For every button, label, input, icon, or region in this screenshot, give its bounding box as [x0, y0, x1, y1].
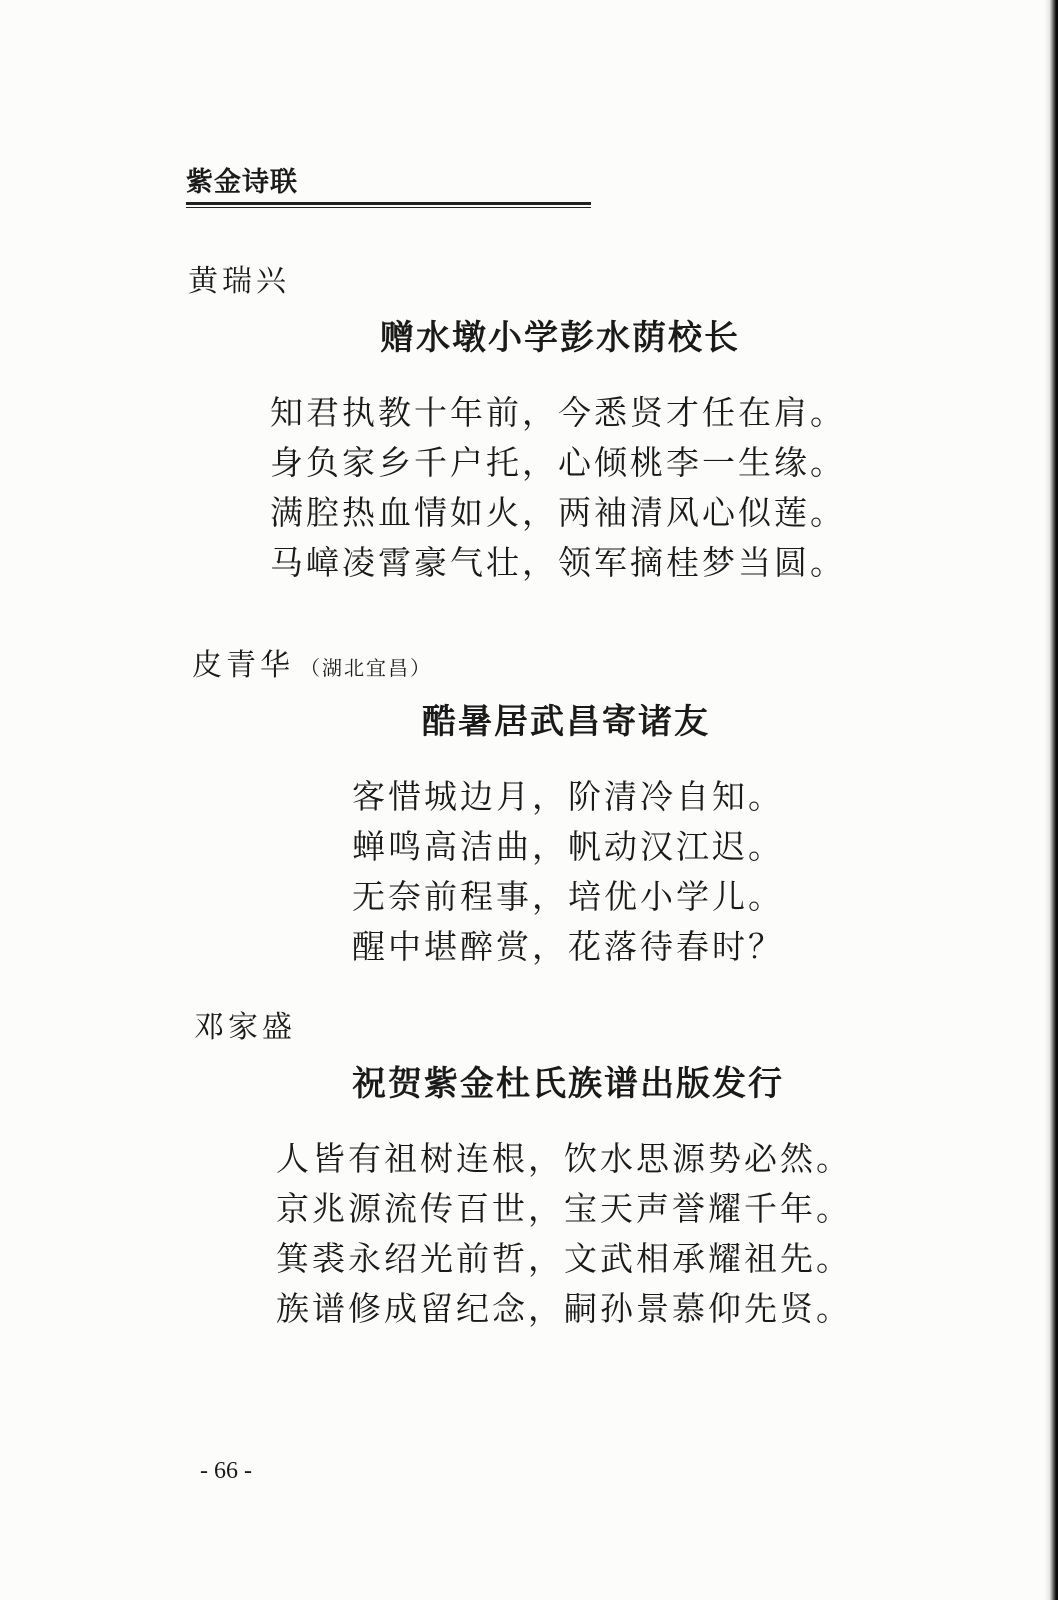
- poem-line: 知君执教十年前，今悉贤才任在肩。: [270, 393, 846, 432]
- page-number: - 66 -: [200, 1458, 252, 1484]
- author-origin: （湖北宜昌）: [300, 656, 432, 680]
- poem-title: 酷暑居武昌寄诸友: [422, 702, 710, 742]
- poem-body: [276, 1134, 852, 1334]
- poem-line: 醒中堪醉赏，花落待春时？: [352, 927, 784, 966]
- poem-line: 京兆源流传百世，宝天声誉耀千年。: [276, 1189, 852, 1228]
- poem-line: 客惜城边月，阶清冷自知。: [352, 777, 784, 816]
- header-rule-thin: [186, 207, 591, 208]
- poem-line: 马嶂凌霄豪气壮，领军摘桂梦当圆。: [270, 543, 846, 582]
- poem-body: [352, 772, 784, 972]
- author-name: 黄瑞兴: [188, 264, 290, 299]
- running-header-title: 紫金诗联: [186, 167, 298, 198]
- poem-line: 无奈前程事，培优小学儿。: [352, 877, 784, 916]
- page-edge-shadow: [1044, 0, 1058, 1600]
- poem-title: 赠水墩小学彭水荫校长: [380, 318, 740, 358]
- poem-line: 身负家乡千户托，心倾桃李一生缘。: [270, 443, 846, 482]
- poem-author: [194, 1008, 296, 1048]
- poem-line: 人皆有祖树连根，饮水思源势必然。: [276, 1139, 852, 1178]
- author-name: 邓家盛: [194, 1010, 296, 1045]
- running-header: [186, 166, 591, 208]
- poem-line: 箕裘永绍光前哲，文武相承耀祖先。: [276, 1239, 852, 1278]
- poem-line: 族谱修成留纪念，嗣孙景慕仰先贤。: [276, 1289, 852, 1328]
- header-rule: [186, 202, 591, 205]
- poem-body: [270, 388, 846, 588]
- poem-line: 蝉鸣高洁曲，帆动汉江迟。: [352, 827, 784, 866]
- author-name: 皮青华: [192, 648, 294, 683]
- poem-line: 满腔热血情如火，两袖清风心似莲。: [270, 493, 846, 532]
- poem-author: [192, 646, 432, 688]
- poem-title: 祝贺紫金杜氏族谱出版发行: [352, 1064, 784, 1104]
- poem-author: [188, 262, 290, 302]
